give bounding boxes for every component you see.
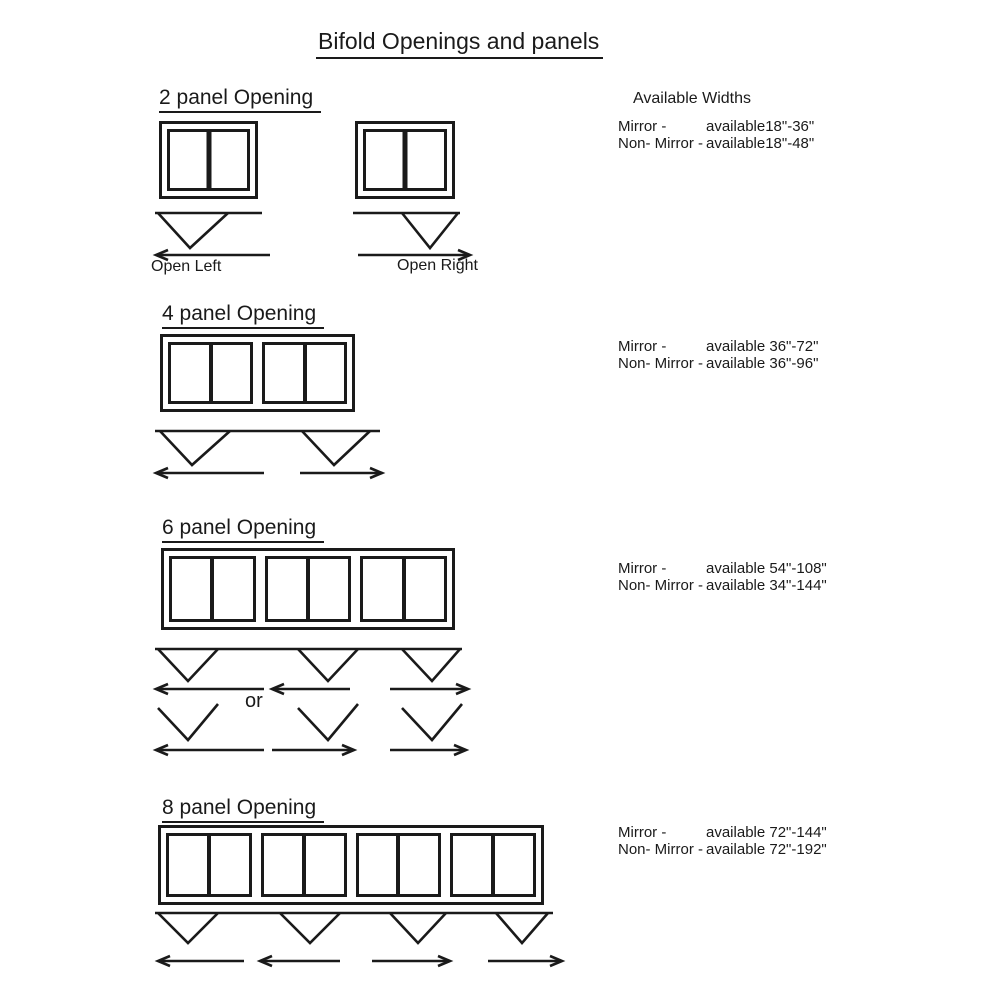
mirror-width-row — [618, 824, 827, 841]
panel-divider — [209, 345, 213, 401]
panel-module — [166, 833, 252, 897]
window-diagram-8panel — [158, 825, 544, 905]
arrow-right-icon — [488, 956, 562, 966]
arrow-right-icon — [300, 468, 382, 478]
open-right-label: Open Right — [397, 257, 478, 274]
panel-divider — [302, 836, 306, 894]
panel-divider — [396, 836, 400, 894]
available-widths-2panel — [618, 118, 814, 152]
non-mirror-label: Non- Mirror - — [618, 841, 703, 858]
non-mirror-value: available 36"-96" — [706, 355, 819, 372]
panel-module — [261, 833, 347, 897]
available-widths-6panel — [618, 560, 827, 594]
arrow-left-icon — [156, 468, 264, 478]
panel-divider — [206, 132, 211, 188]
non-mirror-width-row — [618, 577, 827, 594]
fold-v-icon — [280, 913, 340, 943]
mirror-label: Mirror - — [618, 824, 667, 841]
panel-module — [363, 129, 447, 191]
open-left-label: Open Left — [151, 258, 222, 275]
panel-divider — [403, 132, 408, 188]
panel-module — [167, 129, 250, 191]
window-diagram-2panel-left — [159, 121, 258, 199]
non-mirror-width-row — [618, 841, 827, 858]
arrow-left-icon — [272, 684, 350, 694]
available-widths-4panel — [618, 338, 818, 372]
mirror-width-row — [618, 560, 827, 577]
window-diagram-4panel — [160, 334, 355, 412]
panel-module — [262, 342, 347, 404]
fold-direction-indicator-8panel — [150, 906, 568, 970]
section-heading-4-panel: 4 panel Opening — [162, 302, 324, 329]
panel-module — [450, 833, 536, 897]
arrow-left-icon — [156, 745, 264, 755]
available-widths-8panel — [618, 824, 827, 858]
mirror-value: available 72"-144" — [706, 824, 827, 841]
arrow-right-icon — [390, 684, 468, 694]
open-left-indicator — [150, 206, 280, 264]
fold-v-icon — [158, 704, 218, 740]
non-mirror-value: available 72"-192" — [706, 841, 827, 858]
panel-module — [169, 556, 256, 622]
non-mirror-label: Non- Mirror - — [618, 577, 703, 594]
or-label: or — [245, 690, 263, 712]
arrow-right-icon — [390, 745, 466, 755]
panel-divider — [491, 836, 495, 894]
non-mirror-label: Non- Mirror - — [618, 135, 703, 152]
fold-v-icon — [402, 704, 462, 740]
non-mirror-label: Non- Mirror - — [618, 355, 703, 372]
panel-module — [168, 342, 253, 404]
panel-divider — [303, 345, 307, 401]
fold-direction-indicator-4panel — [150, 424, 390, 482]
mirror-width-row — [618, 118, 814, 135]
window-diagram-6panel — [161, 548, 455, 630]
available-widths-header: Available Widths — [633, 90, 751, 107]
mirror-value: available 54"-108" — [706, 560, 827, 577]
fold-v-icon — [158, 913, 218, 943]
panel-module — [265, 556, 352, 622]
fold-direction-indicator-6panel — [150, 642, 472, 760]
fold-v-icon — [158, 649, 218, 681]
arrow-left-icon — [260, 956, 340, 966]
arrow-right-icon — [372, 956, 450, 966]
fold-v-icon — [298, 649, 358, 681]
fold-v-icon — [160, 431, 230, 465]
non-mirror-width-row — [618, 355, 818, 372]
mirror-label: Mirror - — [618, 338, 667, 355]
fold-v-icon — [496, 913, 548, 943]
section-heading-8-panel: 8 panel Opening — [162, 796, 324, 823]
mirror-label: Mirror - — [618, 118, 667, 135]
section-heading-2-panel: 2 panel Opening — [159, 86, 321, 113]
page-title: Bifold Openings and panels — [316, 28, 603, 59]
fold-v-icon — [390, 913, 446, 943]
panel-module — [360, 556, 447, 622]
mirror-width-row — [618, 338, 818, 355]
panel-divider — [210, 559, 214, 619]
panel-divider — [402, 559, 406, 619]
arrow-right-icon — [272, 745, 354, 755]
open-right-indicator — [350, 206, 480, 264]
panel-divider — [306, 559, 310, 619]
section-heading-6-panel: 6 panel Opening — [162, 516, 324, 543]
non-mirror-value: available18"-48" — [706, 135, 815, 152]
non-mirror-value: available 34"-144" — [706, 577, 827, 594]
non-mirror-width-row — [618, 135, 814, 152]
window-diagram-2panel-right — [355, 121, 455, 199]
fold-v-icon — [402, 213, 458, 248]
mirror-value: available18"-36" — [706, 118, 815, 135]
fold-v-icon — [402, 649, 460, 681]
fold-v-icon — [158, 213, 228, 248]
mirror-value: available 36"-72" — [706, 338, 819, 355]
panel-module — [356, 833, 442, 897]
arrow-left-icon — [158, 956, 244, 966]
panel-divider — [207, 836, 211, 894]
fold-v-icon — [302, 431, 370, 465]
mirror-label: Mirror - — [618, 560, 667, 577]
fold-v-icon — [298, 704, 358, 740]
